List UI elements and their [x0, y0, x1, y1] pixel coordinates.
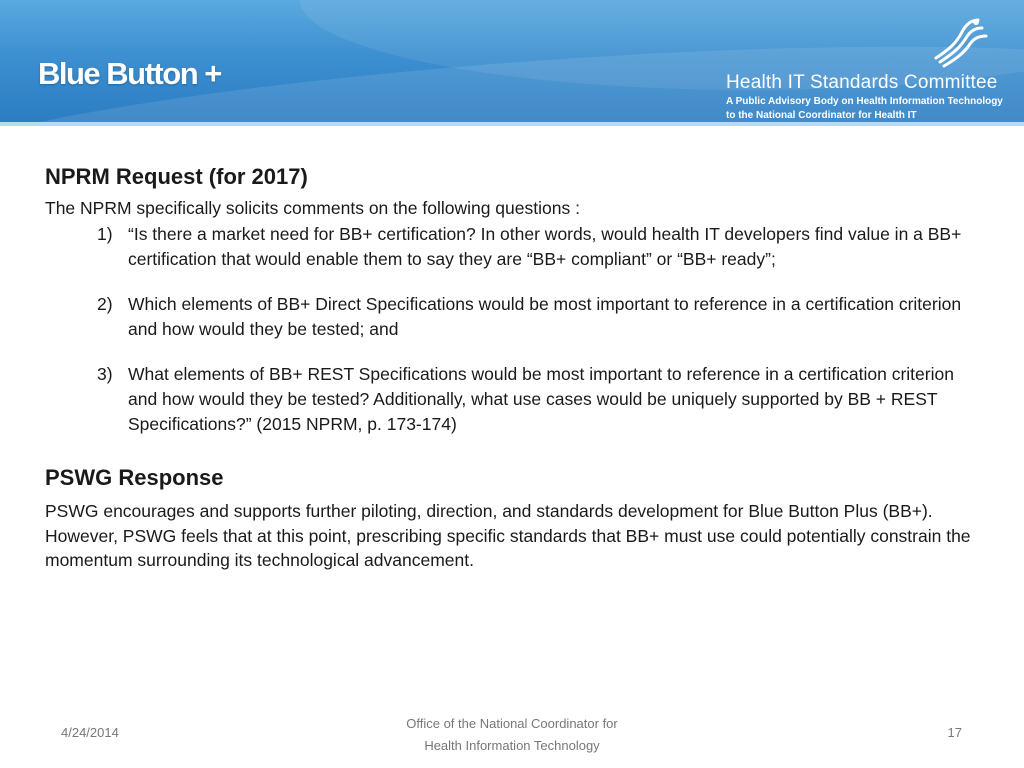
list-item-text: Which elements of BB+ Direct Specifications would be most important to reference in a certification criterion and how would they be tested; and — [128, 294, 962, 339]
pswg-heading: PSWG Response — [45, 465, 224, 490]
list-item — [45, 362, 985, 437]
brand-subtitle-1: A Public Advisory Body on Health Information Technology — [726, 96, 1003, 107]
list-item — [45, 222, 985, 272]
footer-organization — [312, 713, 712, 757]
list-item-number: 2) — [97, 294, 113, 314]
list-item-number: 3) — [97, 364, 113, 384]
nprm-intro: The NPRM specifically solicits comments on the following questions : — [45, 198, 580, 218]
list-item-number: 1) — [97, 224, 113, 244]
list-item-text: What elements of BB+ REST Specifications would be most important to reference in a certification criterion and how would they be tested? Additionally, what use cases would be uniquely supported by BB + REST Specifications?” (2015 NPRM, p. 173-174) — [128, 364, 954, 434]
pswg-response-text: PSWG encourages and supports further piloting, direction, and standards development for Blue Button Plus (BB+). However, PSWG feels that at this point, prescribing specific standards that BB+ must use could potentially constrain the momentum surrounding its technological advancement. — [45, 501, 971, 570]
list-item — [45, 292, 985, 342]
footer-org-line-1: Office of the National Coordinator for — [406, 716, 618, 731]
footer-date: 4/24/2014 — [61, 725, 119, 740]
brand-name: Health IT Standards Committee — [726, 72, 998, 93]
slide-content — [45, 164, 985, 573]
nprm-questions-list — [45, 222, 985, 437]
hhs-eagle-icon — [926, 14, 990, 72]
slide-header — [0, 0, 1024, 126]
page-number: 17 — [947, 725, 962, 740]
brand-subtitle-2: to the National Coordinator for Health IT — [726, 110, 917, 121]
header-divider — [0, 122, 1024, 126]
list-item-text: “Is there a market need for BB+ certification? In other words, would health IT developers find value in a BB+ certification that would enable them to say they are “BB+ compliant” or “BB+ ready”; — [128, 224, 962, 269]
brand-block — [726, 72, 1003, 122]
footer-org-line-2: Health Information Technology — [424, 738, 600, 753]
nprm-heading: NPRM Request (for 2017) — [45, 164, 308, 189]
slide-title: Blue Button + — [38, 56, 221, 91]
